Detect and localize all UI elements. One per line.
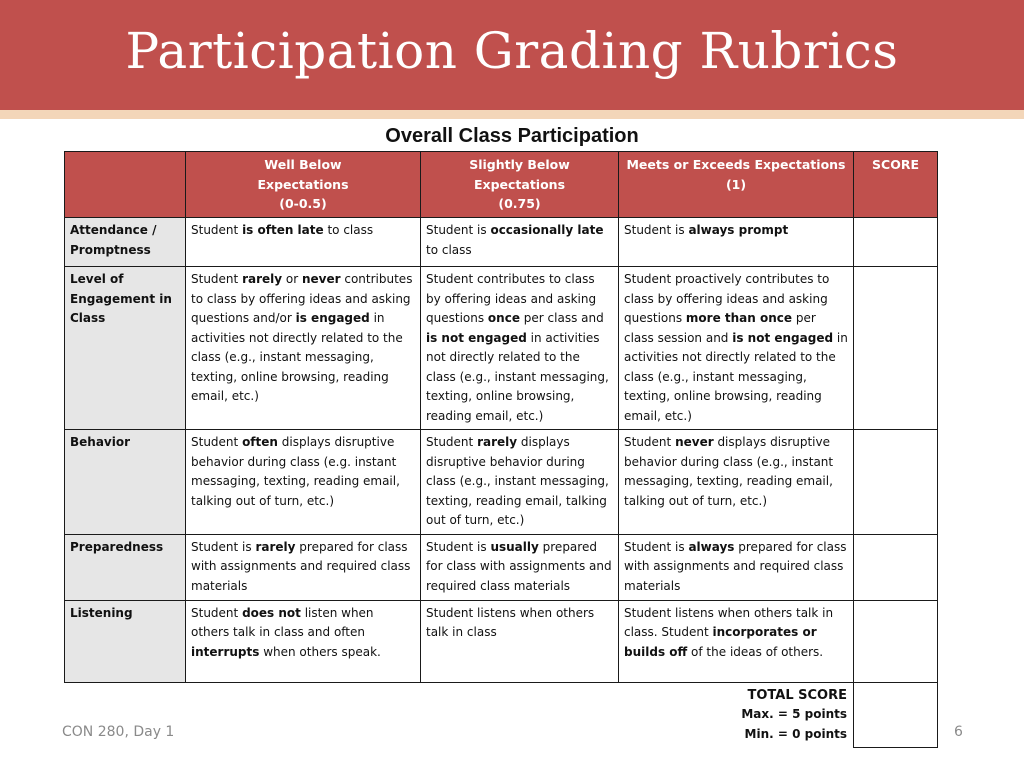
cell-text: Student is	[426, 539, 491, 554]
score-cell[interactable]	[854, 534, 938, 600]
cell-text: Student contributes to class by offering ideas and asking questions	[426, 272, 597, 325]
criterion-cell	[65, 218, 186, 267]
header-corner	[65, 152, 186, 218]
emphasis-text: rarely	[477, 435, 518, 449]
cell-text: Student is	[426, 223, 491, 237]
criterion-label: Attendance /	[70, 223, 157, 237]
criterion-label: Class	[70, 311, 106, 325]
total-score-box[interactable]	[854, 682, 938, 747]
cell-text: prepared for class with assignments and required class materials	[191, 539, 411, 593]
header-slightly-below	[421, 152, 619, 218]
cell-text: prepared for class with assignments and required class materials	[624, 539, 847, 593]
emphasis-text: occasionally late	[490, 223, 604, 237]
header-line: (1)	[725, 176, 747, 192]
page-number: 6	[954, 724, 963, 740]
emphasis-text: rarely	[242, 272, 283, 286]
cell-text: Student is	[624, 539, 689, 554]
emphasis-text: once	[487, 311, 520, 325]
header-well-below	[186, 152, 421, 218]
header-score	[854, 152, 938, 218]
rubric-row-listening	[65, 600, 938, 682]
rubric-cell	[619, 430, 854, 535]
header-line: Meets or Exceeds Expectations	[626, 157, 846, 172]
accent-stripe	[0, 110, 1024, 119]
cell-text: Student	[191, 223, 243, 237]
emphasis-text: never	[675, 435, 714, 449]
slide-title: Participation Grading Rubrics	[125, 22, 899, 80]
criterion-cell	[65, 267, 186, 430]
criterion-label: Promptness	[70, 242, 151, 257]
rubric-row-preparedness	[65, 534, 938, 600]
cell-text: Student	[191, 605, 243, 620]
emphasis-text: usually	[490, 539, 539, 554]
cell-text: displays disruptive behavior during class (e.g., instant messaging, texting, reading email, talking out of turn, etc.)	[426, 435, 609, 527]
cell-text: displays disruptive behavior during class (e.g. instant messaging, texting, reading email, talking out of turn, etc.)	[191, 435, 400, 508]
total-row	[65, 682, 938, 747]
cell-text: to class	[323, 223, 374, 237]
cell-text: in activities not directly related to the class (e.g., instant messaging, texting, online browsing, reading email, etc.)	[426, 330, 609, 423]
cell-text: Student	[191, 272, 243, 286]
emphasis-text: is often late	[242, 223, 324, 237]
header-line: Slightly Below Expectations	[469, 157, 570, 192]
rubric-cell	[421, 534, 619, 600]
cell-text: to class	[426, 242, 472, 257]
cell-text: in activities not directly related to the class (e.g., instant messaging, texting, online browsing, reading email, etc.)	[191, 311, 403, 403]
cell-text: Student listens when others talk in class	[426, 605, 595, 639]
cell-text: Student listens when others talk in class. Student	[624, 605, 834, 639]
cell-text: Student	[426, 435, 478, 449]
rubric-cell	[186, 267, 421, 430]
rubric-cell	[619, 218, 854, 267]
emphasis-text: is engaged	[295, 311, 370, 325]
header-meets-exceeds	[619, 152, 854, 218]
rubric-row-engagement	[65, 267, 938, 430]
rubric-table	[64, 151, 938, 748]
score-cell[interactable]	[854, 267, 938, 430]
criterion-label: Listening	[70, 605, 133, 620]
emphasis-text: does not	[242, 605, 301, 620]
rubric-cell	[619, 600, 854, 682]
rubric-cell	[421, 267, 619, 430]
emphasis-text: incorporates or builds off	[624, 625, 817, 659]
total-score-label-cell	[619, 682, 854, 747]
rubric-cell	[619, 267, 854, 430]
cell-text: displays disruptive behavior during class (e.g., instant messaging, texting, reading email, talking out of turn, etc.)	[624, 435, 834, 508]
cell-text: when others speak.	[259, 644, 381, 659]
emphasis-text: interrupts	[191, 644, 260, 659]
min-points-label: Min. = 0 points	[744, 726, 847, 741]
emphasis-text: is not engaged	[426, 330, 527, 345]
rubric-cell	[421, 430, 619, 535]
header-row	[65, 152, 938, 218]
cell-text: per class and	[519, 311, 604, 325]
emphasis-text: always	[688, 539, 735, 554]
header-line: Well Below	[264, 157, 342, 172]
header-line: (0-0.5)	[279, 196, 327, 211]
header-line: (0.75)	[498, 196, 541, 211]
score-cell[interactable]	[854, 430, 938, 535]
cell-text: listen when others talk in class and often	[191, 605, 374, 639]
total-spacer	[186, 682, 421, 747]
cell-text: Student is	[624, 223, 689, 237]
cell-text: per class session and	[624, 311, 816, 345]
total-spacer	[421, 682, 619, 747]
emphasis-text: always prompt	[688, 223, 789, 237]
emphasis-text: more than once	[685, 311, 793, 325]
section-title: Overall Class Participation	[385, 125, 639, 147]
cell-text: of the ideas of others.	[687, 644, 824, 659]
criterion-cell	[65, 430, 186, 535]
emphasis-text: often	[242, 435, 278, 449]
rubric-cell	[186, 430, 421, 535]
score-cell[interactable]	[854, 600, 938, 682]
criterion-label: Preparedness	[70, 539, 164, 554]
header-line: SCORE	[872, 157, 919, 172]
total-score-label: TOTAL SCORE	[747, 687, 847, 703]
rubric-cell	[619, 534, 854, 600]
rubric-row-behavior	[65, 430, 938, 535]
title-banner	[0, 0, 1024, 110]
rubric-cell	[186, 600, 421, 682]
cell-text: Student	[191, 435, 243, 449]
score-cell[interactable]	[854, 218, 938, 267]
rubric-row-attendance	[65, 218, 938, 267]
max-points-label: Max. = 5 points	[741, 707, 847, 721]
cell-text: prepared for class with assignments and required class materials	[426, 539, 612, 593]
cell-text: contributes to class by offering ideas and asking questions and/or	[191, 272, 413, 325]
criterion-label: Engagement in	[70, 291, 172, 306]
criterion-cell	[65, 534, 186, 600]
rubric-cell	[186, 218, 421, 267]
cell-text: Student is	[191, 539, 256, 554]
rubric-cell	[421, 218, 619, 267]
criterion-label: Level of	[70, 272, 124, 286]
rubric-cell	[186, 534, 421, 600]
cell-text: in activities not directly related to the class (e.g., instant messaging, texting, online browsing, reading email, etc.)	[624, 330, 848, 423]
criterion-label: Behavior	[70, 435, 131, 449]
emphasis-text: is not engaged	[732, 330, 834, 345]
emphasis-text: never	[301, 272, 341, 286]
footer-course: CON 280, Day 1	[62, 724, 175, 740]
cell-text: Student proactively contributes to class by offering ideas and asking questions	[624, 272, 830, 325]
emphasis-text: rarely	[255, 539, 296, 554]
header-line: Expectations	[257, 176, 349, 192]
rubric-cell	[421, 600, 619, 682]
cell-text: Student	[624, 435, 676, 449]
criterion-cell	[65, 600, 186, 682]
cell-text: or	[282, 272, 302, 286]
